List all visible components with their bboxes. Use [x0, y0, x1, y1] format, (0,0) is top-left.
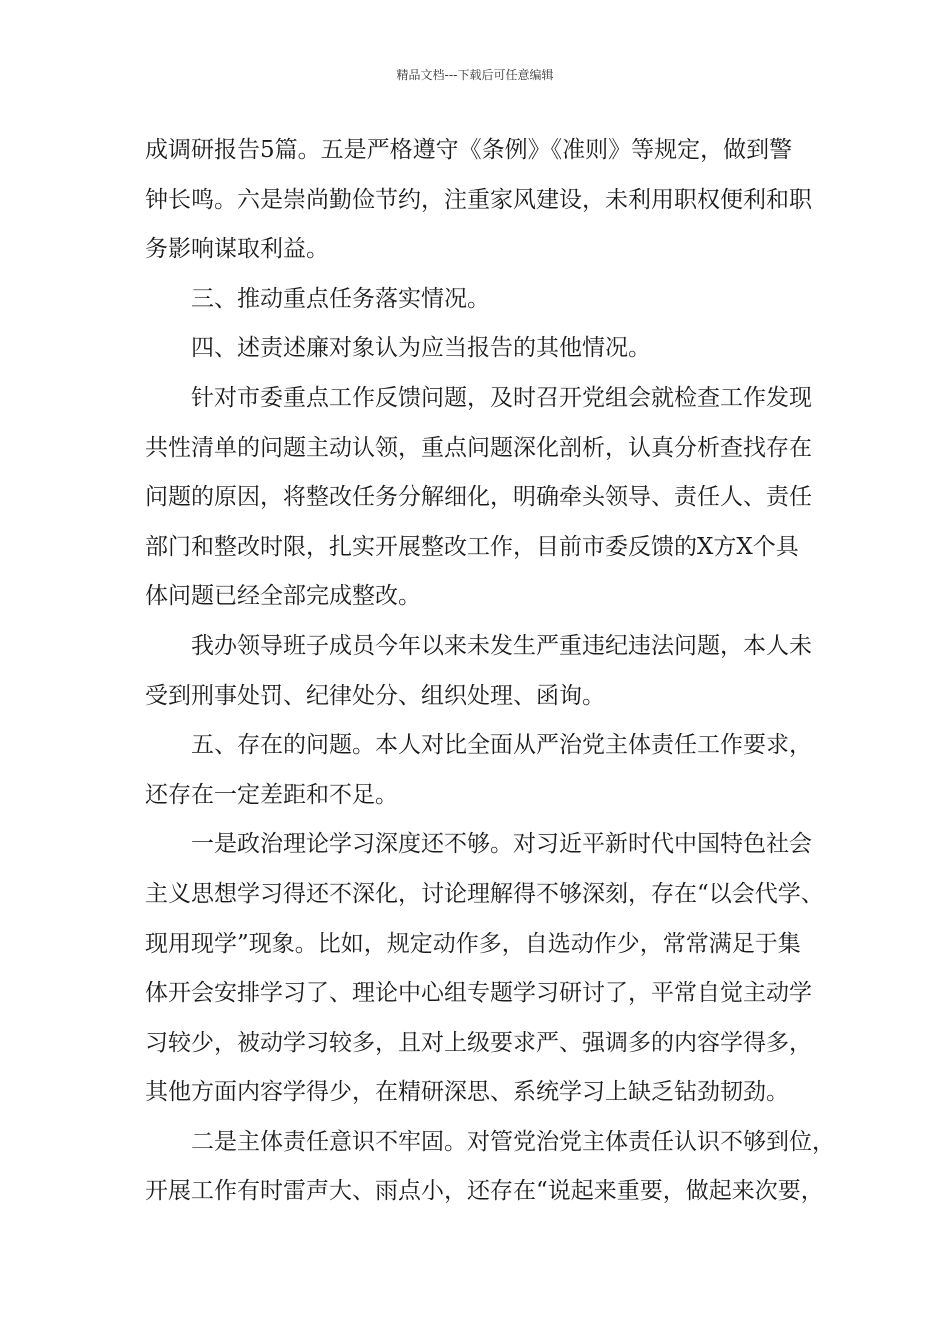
text-line: 共性清单的问题主动认领，重点问题深化剖析，认真分析查找存在: [145, 434, 812, 461]
text-line: 二是主体责任意识不牢固。对管党治党主体责任认识不够到位，: [191, 1128, 835, 1155]
text-line: 针对市委重点工作反馈问题，及时召开党组会就检查工作发现: [191, 384, 812, 411]
page-header: 精品文档---下载后可任意编辑: [396, 68, 554, 82]
text-line: 习较少，被动学习较多，且对上级要求严、强调多的内容学得多，: [145, 1029, 812, 1056]
text-line: 问题的原因，将整改任务分解细化，明确牵头领导、责任人、责任: [145, 484, 812, 511]
text-line: 开展工作有时雷声大、雨点小，还存在“说起来重要，做起来次要，: [145, 1178, 824, 1205]
text-line: 一是政治理论学习深度还不够。对习近平新时代中国特色社会: [191, 831, 812, 858]
text-line: 三、推动重点任务落实情况。: [191, 285, 490, 312]
document-body: [145, 126, 835, 1217]
text-line: 受到刑事处罚、纪律处分、组织处理、函询。: [145, 682, 605, 709]
text-line: 其他方面内容学得少，在精研深思、系统学习上缺乏钻劲韧劲。: [145, 1079, 789, 1106]
text-line: 四、述责述廉对象认为应当报告的其他情况。: [191, 335, 651, 362]
text-line: 主义思想学习得还不深化，讨论理解得不够深刻，存在“以会代学、: [145, 880, 824, 907]
text-line: 还存在一定差距和不足。: [145, 781, 398, 808]
text-line: 体开会安排学习了、理论中心组专题学习研讨了，平常自觉主动学: [145, 980, 812, 1007]
text-line: 部门和整改时限，扎实开展整改工作，目前市委反馈的X方X个具: [145, 533, 799, 560]
text-line: 五、存在的问题。本人对比全面从严治党主体责任工作要求，: [191, 732, 812, 759]
text-line: 成调研报告5篇。五是严格遵守《条例》《准则》等规定，做到警: [145, 137, 793, 163]
text-line: 现用现学”现象。比如，规定动作多，自选动作少，常常满足于集: [145, 930, 801, 957]
text-line: 体问题已经全部完成整改。: [145, 583, 421, 610]
text-line: 钟长鸣。六是崇尚勤俭节约，注重家风建设，未利用职权便利和职: [145, 186, 812, 213]
text-line: 我办领导班子成员今年以来未发生严重违纪违法问题，本人未: [191, 632, 812, 659]
text-line: 务影响谋取利益。: [145, 236, 329, 263]
